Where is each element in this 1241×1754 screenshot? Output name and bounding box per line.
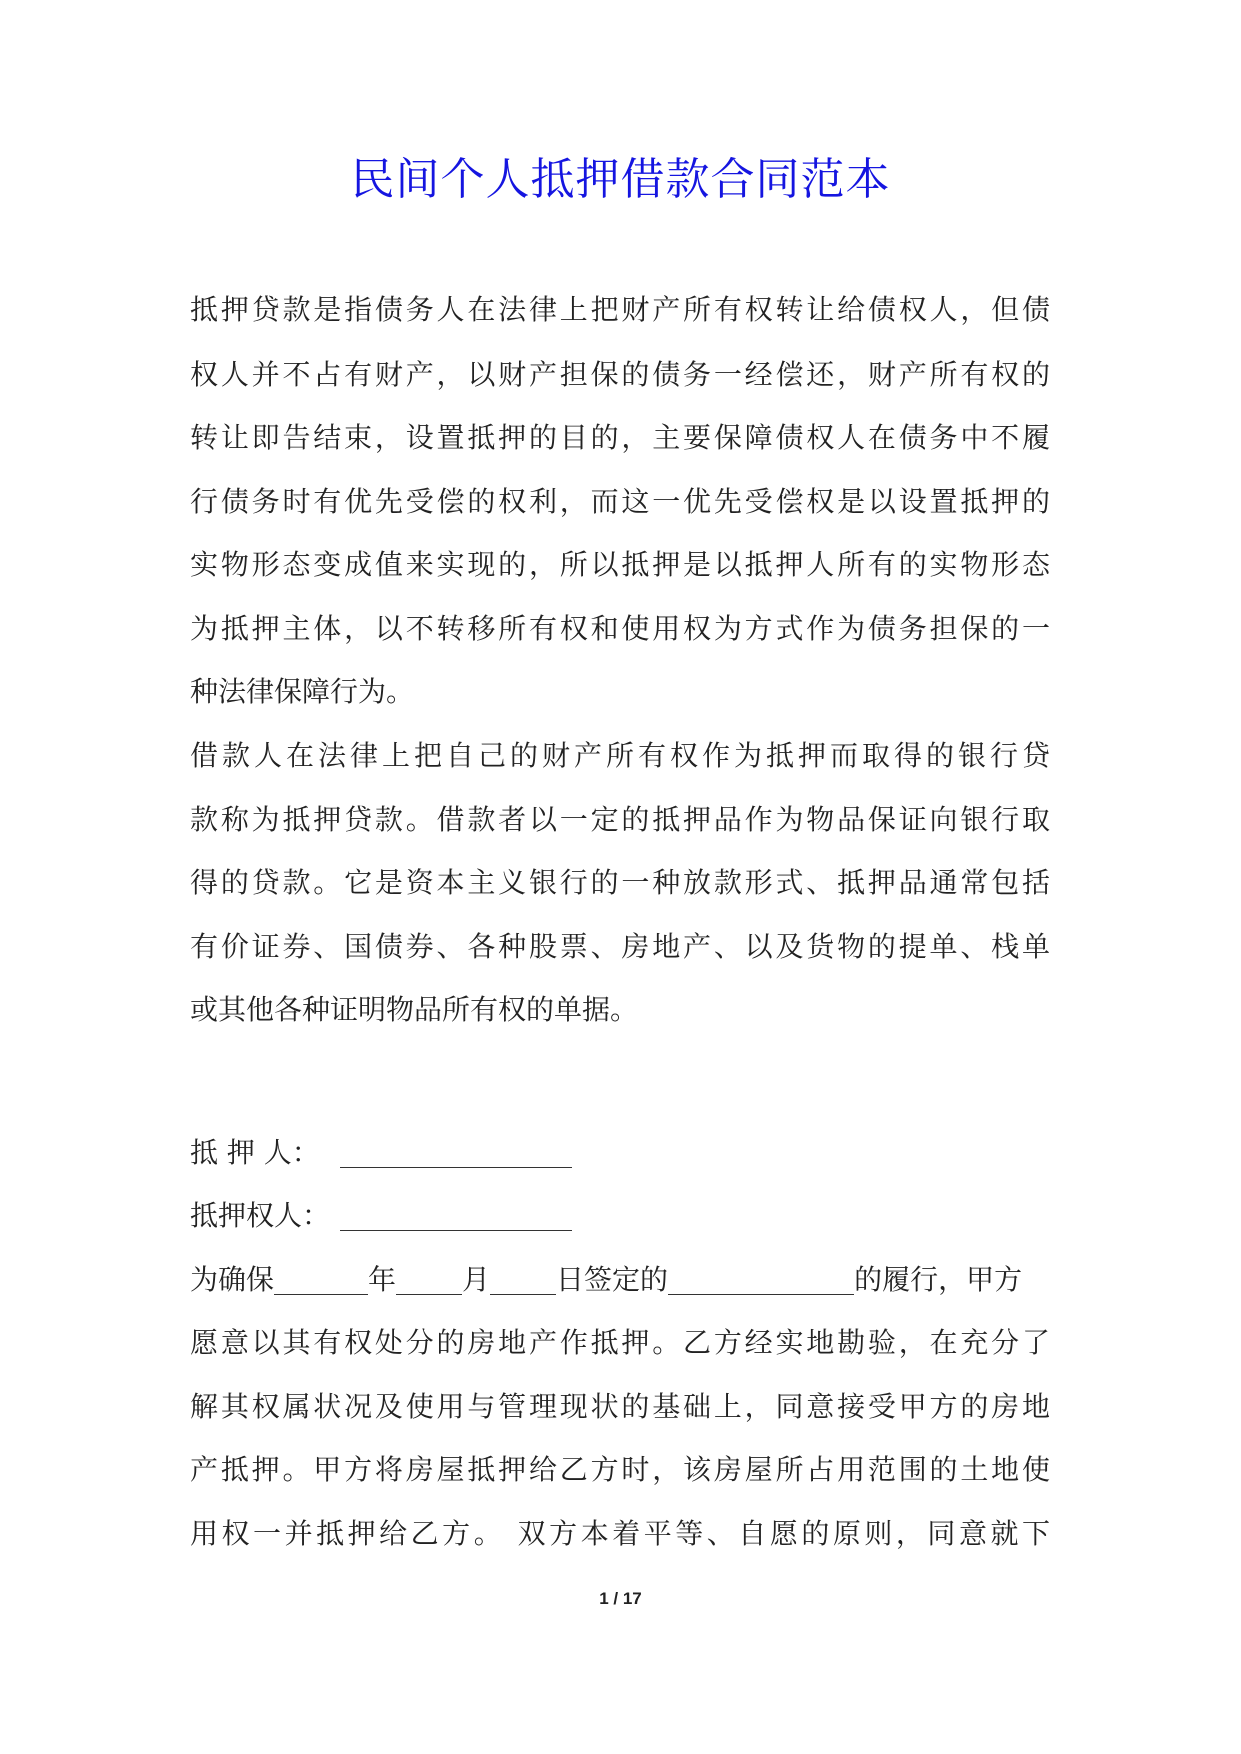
mortgagor-blank[interactable]: [340, 1137, 572, 1168]
paragraph1-line-7: 种法律保障行为。: [190, 675, 415, 708]
paragraph2-line-3: 得的贷款。它是资本主义银行的一种放款形式、抵押品通常包括: [190, 866, 1050, 899]
year-blank[interactable]: [274, 1264, 368, 1295]
paragraph1-line-2: 权人并不占有财产，以财产担保的债务一经偿还，财产所有权的: [190, 358, 1050, 391]
paragraph3-text-2: 年: [368, 1263, 397, 1296]
paragraph3-text-3: 月: [462, 1263, 491, 1296]
mortgagee-field: [190, 1196, 1050, 1236]
paragraph3-line-4: 产抵押。甲方将房屋抵押给乙方时，该房屋所占用范围的土地使: [190, 1453, 1050, 1486]
document-title: 民间个人抵押借款合同范本: [350, 154, 891, 205]
contract-name-blank[interactable]: [668, 1264, 854, 1295]
paragraph2-line-4: 有价证券、国债券、各种股票、房地产、以及货物的提单、栈单: [190, 930, 1050, 963]
mortgagor-label: 抵 押 人：: [190, 1136, 320, 1169]
paragraph3-line-2: 愿意以其有权处分的房地产作抵押。乙方经实地勘验，在充分了: [190, 1326, 1050, 1359]
mortgagee-label: 抵押权人：: [190, 1199, 331, 1232]
paragraph3-line-3: 解其权属状况及使用与管理现状的基础上，同意接受甲方的房地: [190, 1390, 1050, 1423]
month-blank[interactable]: [396, 1264, 462, 1295]
paragraph1-line-6: 为抵押主体，以不转移所有权和使用权为方式作为债务担保的一: [190, 612, 1050, 645]
page-number: 1 / 17: [599, 1589, 642, 1608]
mortgagee-blank[interactable]: [340, 1200, 572, 1231]
paragraph1-line-3: 转让即告结束，设置抵押的目的，主要保障债权人在债务中不履: [190, 421, 1050, 454]
paragraph3-text-4: 日签定的: [556, 1263, 669, 1296]
paragraph2-line-1: 借款人在法律上把自己的财产所有权作为抵押而取得的银行贷: [190, 739, 1050, 772]
paragraph2-line-2: 款称为抵押贷款。借款者以一定的抵押品作为物品保证向银行取: [190, 803, 1050, 836]
paragraph1-line-5: 实物形态变成值来实现的，所以抵押是以抵押人所有的实物形态: [190, 548, 1050, 581]
paragraph3-line-1: [190, 1260, 1050, 1300]
paragraph3-line-5: 用权一并抵押给乙方。 双方本着平等、自愿的原则，同意就下: [190, 1517, 1050, 1550]
paragraph1-line-4: 行债务时有优先受偿的权利，而这一优先受偿权是以设置抵押的: [190, 485, 1050, 518]
day-blank[interactable]: [490, 1264, 556, 1295]
paragraph3-text-5: 的履行，甲方: [854, 1263, 1023, 1296]
paragraph3-text-1: 为确保: [190, 1263, 275, 1296]
paragraph1-line-1: 抵押贷款是指债务人在法律上把财产所有权转让给债权人，但债: [190, 293, 1050, 326]
paragraph2-line-5: 或其他各种证明物品所有权的单据。: [190, 993, 639, 1026]
mortgagor-field: [190, 1133, 1050, 1173]
